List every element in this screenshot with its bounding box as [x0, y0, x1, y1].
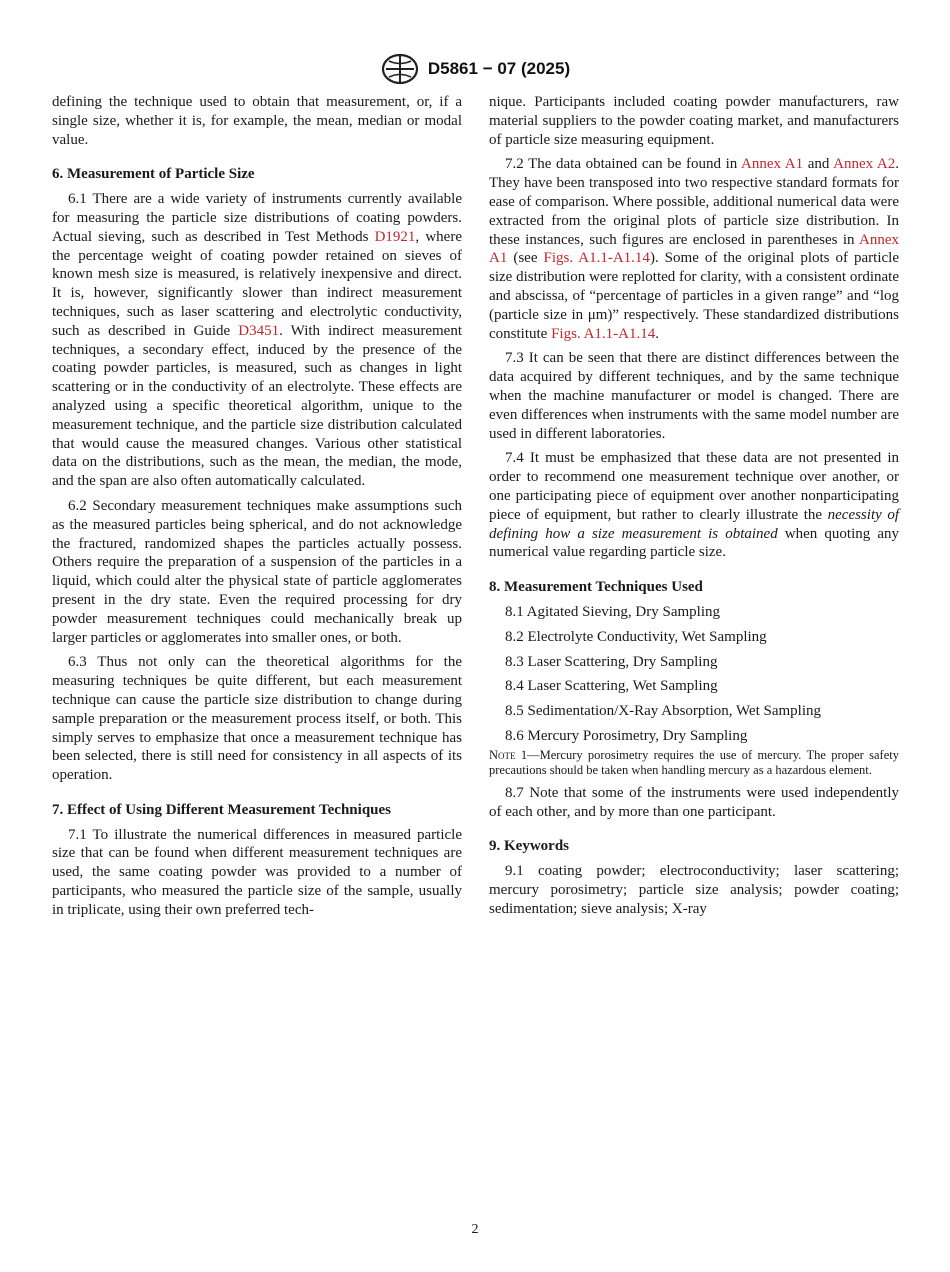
paragraph-9-1: 9.1 coating powder; electroconductivity; laser scattering; mercury porosimetry; particle size analysis; powder coating; sedimentation; sieve analysis; X-ray [489, 863, 899, 917]
technique-item: 8.1 Agitated Sieving, Dry Sampling [505, 603, 720, 620]
note-text: —Mercury porosimetry requires the use of mercury. The proper safety precautions should be taken when handling mercury as a hazardous element. [489, 747, 899, 777]
paragraph-8-7: 8.7 Note that some of the instruments were used independently of each other, and by more than one participant. [489, 784, 899, 820]
paragraph-7-3: 7.3 It can be seen that there are distinct differences between the data acquired by different techniques, and by the same technique when the machine manufacturer or model is changed. There are even differences when instruments with the same model number are used in different laboratories. [489, 350, 899, 442]
note-label: Note 1 [489, 747, 528, 762]
link-figs-a1[interactable]: Figs. A1.1-A1.14 [543, 250, 650, 267]
link-d1921[interactable]: D1921 [374, 228, 416, 245]
link-figs-a1-second[interactable]: Figs. A1.1-A1.14 [551, 325, 656, 342]
technique-item: 8.2 Electrolyte Conductivity, Wet Sampling [505, 628, 767, 645]
document-designation: D5861 − 07 (2025) [427, 59, 571, 78]
technique-item: 8.4 Laser Scattering, Wet Sampling [505, 678, 718, 695]
link-annex-a1-second[interactable]: Annex A1 [489, 231, 899, 267]
astm-logo-icon [380, 52, 420, 86]
technique-item: 8.6 Mercury Porosimetry, Dry Sampling [505, 727, 748, 744]
section-7-heading: 7. Effect of Using Different Measurement Techniques [52, 801, 391, 818]
link-d3451[interactable]: D3451 [238, 322, 280, 339]
section-8-heading: 8. Measurement Techniques Used [489, 579, 703, 596]
technique-item: 8.3 Laser Scattering, Dry Sampling [505, 653, 718, 670]
paragraph-7-2: 7.2 The data obtained can be found in Annex A1 and Annex A2. They have been transposed into two respective standard formats for ease of comparison. Where possible, additional numerical data were extracted from the original plots of particle size distribution. In these instances, such figures are enclosed in parentheses in Annex A1 (see Figs. A1.1-A1.14). Some of the original plots of particle size distribution were replotted for clarity, with a consistent ordinate and abscissa, of “percentage of particles in a given range” and “log (particle size in μm)” respectively. These standardized distributions constitute Figs. A1.1-A1.14. [489, 156, 899, 342]
paragraph-7-4: 7.4 It must be emphasized that these data are not presented in order to recommend one measurement technique over another, or one participating piece of equipment over another nonparticipating piece of equipment, but rather to clearly illustrate the necessity of defining how a size measurement is obtained when quoting any numerical value regarding particle size. [489, 450, 899, 561]
section-9-heading: 9. Keywords [489, 838, 569, 855]
technique-item: 8.5 Sedimentation/X-Ray Absorption, Wet Sampling [505, 703, 821, 720]
page-header [0, 52, 950, 91]
link-annex-a1[interactable]: Annex A1 [741, 156, 804, 173]
emphasis-text: necessity of defining how a size measurement is obtained [489, 506, 899, 542]
intro-continuation: defining the technique used to obtain that measurement, or, if a single size, whether it is, for example, the mean, median or modal value. [52, 94, 462, 148]
paragraph-7-1-end: nique. Participants included coating powder manufacturers, raw material suppliers to the powder coating market, and manufacturers of particle size measuring equipment. [489, 94, 899, 148]
paragraph-6-2: 6.2 Secondary measurement techniques make assumptions such as the measured particles being spherical, and do not acknowledge the fractured, randomized shapes the particles actually possess. Others require the preparation of a suspension of the particles in a liquid, which could alter the physical state of particle agglomerates present in the dry state. Even the required processing for dry powder measurement techniques could mechanically break up larger particles or agglomerates into smaller ones, or both. [52, 497, 462, 646]
page-number: 2 [471, 1222, 479, 1237]
left-column [52, 93, 462, 926]
paragraph-6-3: 6.3 Thus not only can the theoretical algorithms for the measuring techniques be quite different, but each measurement technique can cause the particle size distribution to change during sample preparation or the measurement process itself, or both. This simply serves to emphasize that once a measurement technique has been selected, there is still need for consistency in all aspects of its operation. [52, 654, 462, 784]
link-annex-a2[interactable]: Annex A2 [833, 156, 896, 173]
right-column [489, 93, 899, 924]
note-1 [489, 748, 899, 778]
section-6-heading: 6. Measurement of Particle Size [52, 166, 255, 183]
paragraph-7-1-start: 7.1 To illustrate the numerical differences in measured particle size that can be found when different measurement techniques are used, the same coating powder was provided to a number of participants, who measured the particle size of the sample, usually in triplicate, using their own preferred tech- [52, 826, 462, 918]
paragraph-6-1: 6.1 There are a wide variety of instruments currently available for measuring the particle size distributions of coating powders. Actual sieving, such as described in Test Methods D1921, where the percentage weight of coating powder retained on sieves of known mesh size is measured, is relatively inexpensive and direct. It is, however, significantly slower than indirect measurement techniques, such as laser scattering and electrolytic conductivity, such as described in Guide D3451. With indirect measurement techniques, a secondary effect, induced by the presence of the coating powder particles, is measured, such as changes in light scattering or in the conductivity of an electrolyte. These effects are analyzed using a specific theoretical algorithm, unique to the measurement technique, and the particle size distribution calculated that would cause the measured changes. Various other statistical data on the distributions, such as the mean, the median, the mode, and the span are also often automatically calculated. [52, 191, 462, 490]
